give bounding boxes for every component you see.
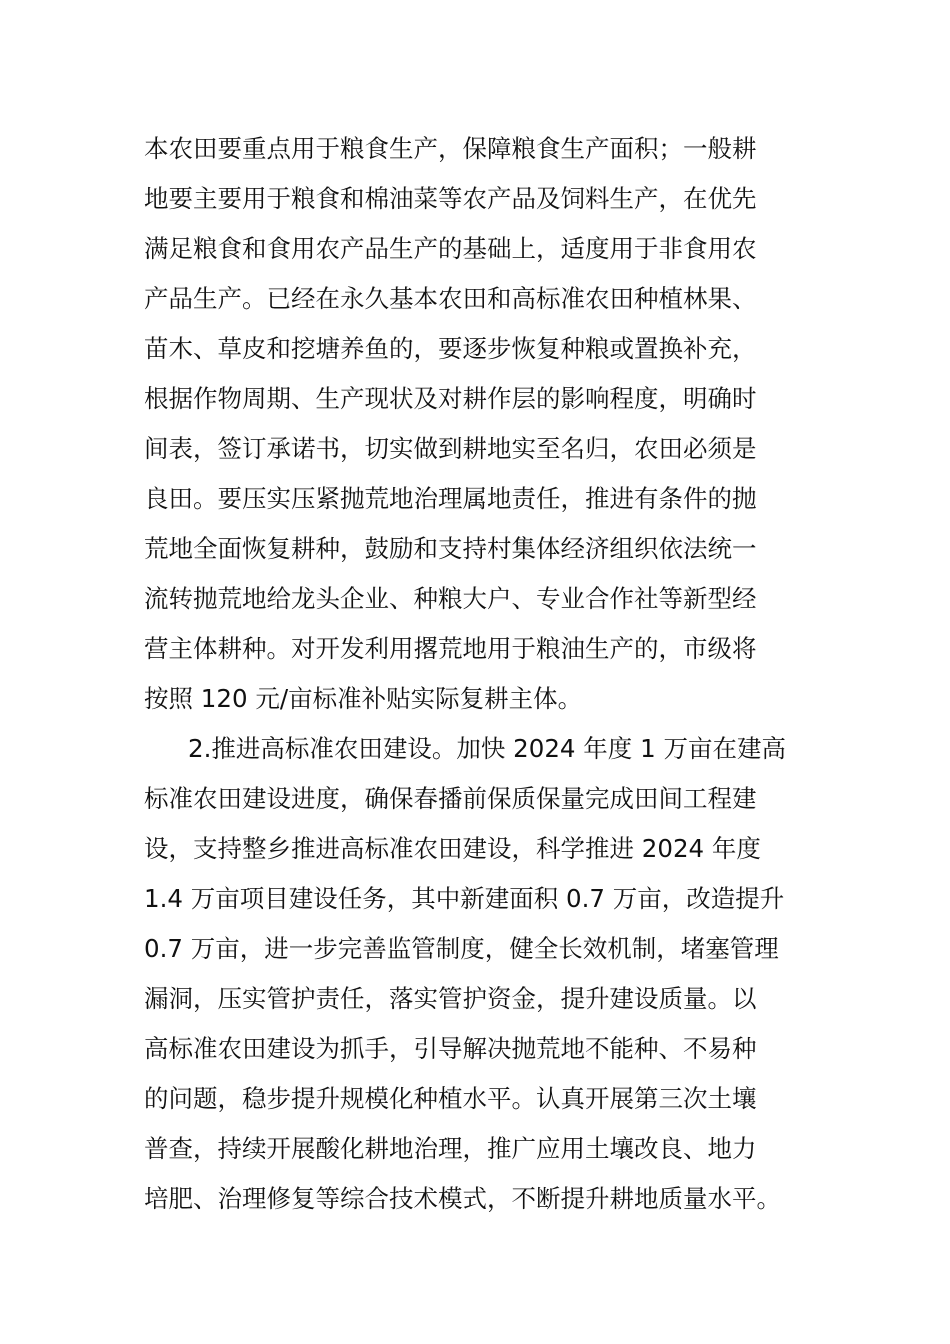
text-line: 按照 120 元/亩标准补贴实际复耕主体。	[144, 684, 583, 713]
text-line: 的问题，稳步提升规模化种植水平。认真开展第三次土壤	[144, 1084, 757, 1113]
text-line: 设，支持整乡推进高标准农田建设，科学推进 2024 年度	[144, 834, 761, 863]
text-line: 培肥、治理修复等综合技术模式，不断提升耕地质量水平。	[144, 1184, 781, 1213]
text-line: 普查，持续开展酸化耕地治理，推广应用土壤改良、地力	[144, 1134, 757, 1163]
text-line: 0.7 万亩，进一步完善监管制度，健全长效机制，堵塞管理	[144, 934, 779, 963]
text-line: 满足粮食和食用农产品生产的基础上，适度用于非食用农	[144, 234, 757, 263]
text-line: 营主体耕种。对开发利用撂荒地用于粮油生产的，市级将	[144, 634, 757, 663]
text-line: 流转抛荒地给龙头企业、种粮大户、专业合作社等新型经	[144, 584, 757, 613]
text-line: 根据作物周期、生产现状及对耕作层的影响程度，明确时	[144, 384, 757, 413]
text-line: 标准农田建设进度，确保春播前保质保量完成田间工程建	[144, 784, 757, 813]
text-line: 1.4 万亩项目建设任务，其中新建面积 0.7 万亩，改造提升	[144, 884, 785, 913]
text-line: 良田。要压实压紧抛荒地治理属地责任，推进有条件的抛	[144, 484, 757, 513]
text-line: 本农田要重点用于粮食生产，保障粮食生产面积；一般耕	[144, 134, 757, 163]
text-line: 高标准农田建设为抓手，引导解决抛荒地不能种、不易种	[144, 1034, 757, 1063]
paragraph-heading-line: 2.推进高标准农田建设。加快 2024 年度 1 万亩在建高	[188, 734, 786, 763]
text-line: 荒地全面恢复耕种，鼓励和支持村集体经济组织依法统一	[144, 534, 757, 563]
text-line: 产品生产。已经在永久基本农田和高标准农田种植林果、	[144, 284, 757, 313]
text-line: 地要主要用于粮食和棉油菜等农产品及饲料生产，在优先	[144, 184, 757, 213]
text-line: 漏洞，压实管护责任，落实管护资金，提升建设质量。以	[144, 984, 757, 1013]
text-line: 苗木、草皮和挖塘养鱼的，要逐步恢复种粮或置换补充，	[144, 334, 757, 363]
text-line: 间表，签订承诺书，切实做到耕地实至名归，农田必须是	[144, 434, 757, 463]
